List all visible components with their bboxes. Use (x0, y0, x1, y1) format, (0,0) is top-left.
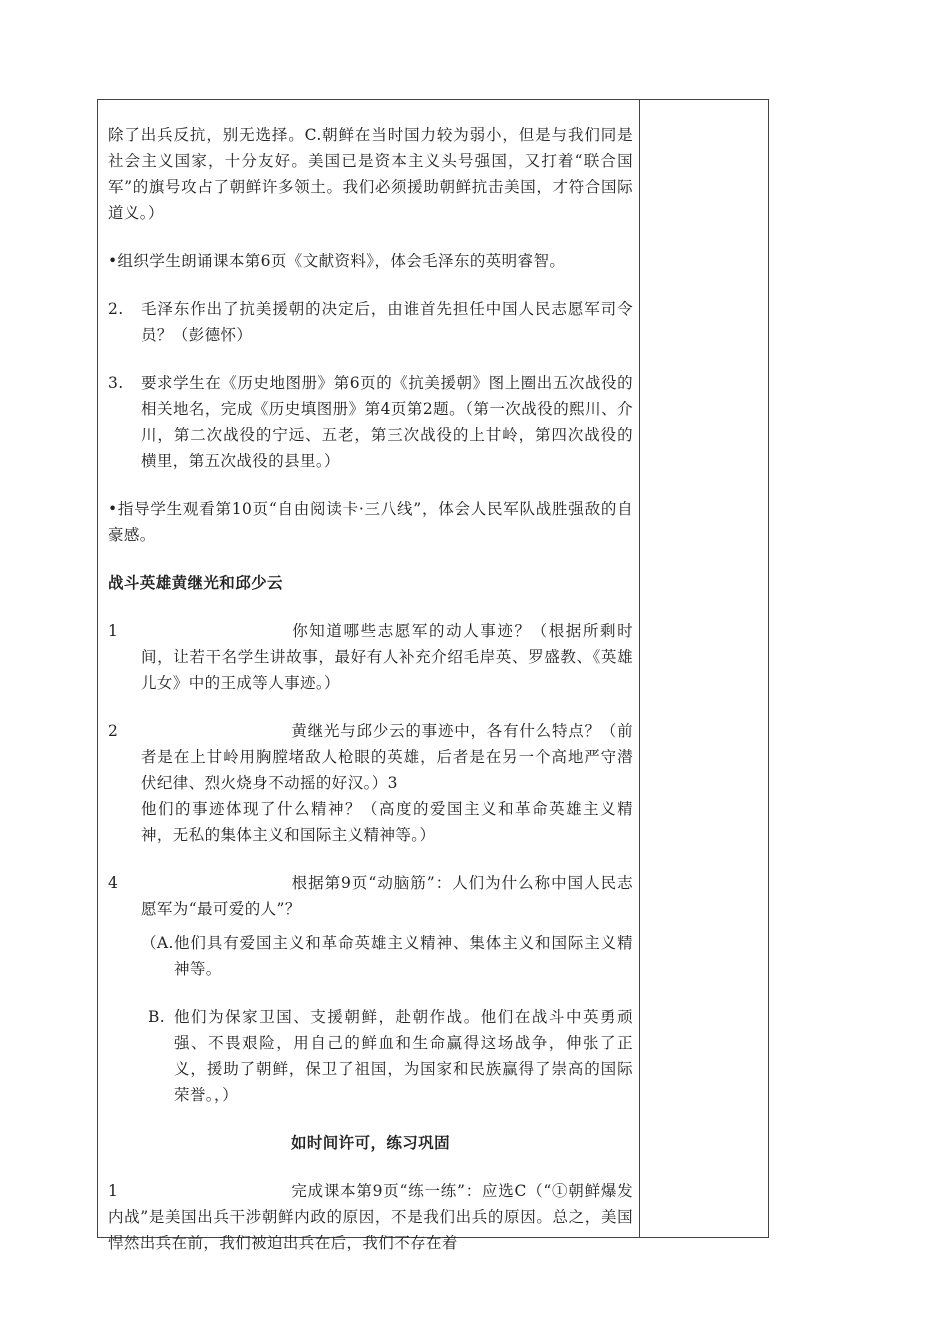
section-heading-practice: 如时间许可，练习巩固 (290, 1134, 450, 1152)
section-heading: 战斗英雄黄继光和邱少云 (108, 574, 283, 592)
answer-label: B. (148, 1008, 166, 1026)
paragraph-3: •指导学生观看第10页“自由阅读卡·三八线”，体会人民军队战胜强敌的自豪感。 (108, 500, 633, 544)
question-number: 4 (108, 874, 119, 892)
question-text: 你知道哪些志愿军的动人事迹？（根据所剩时间，让若干名学生讲故事，最好有人补充介绍毛岸英、罗盛教、《英雄儿女》中的王成等人事迹。） (141, 622, 633, 692)
list-item-text: 毛泽东作出了抗美援朝的决定后，由谁首先担任中国人民志愿军司令员？（彭德怀） (141, 300, 633, 344)
paragraph-2: •组织学生朗诵课本第6页《文献资料》，体会毛泽东的英明睿智。 (108, 252, 566, 270)
list-item-3 (108, 370, 633, 474)
list-item-2 (108, 296, 633, 348)
paragraph-1: 除了出兵反抗，别无选择。C.朝鲜在当时国力较为弱小，但是与我们同是社会主义国家，十分友好。美国已是资本主义头号强国，又打着“联合国军”的旗号攻占了朝鲜许多领土。我们必须援助朝鲜抗击美国，才符合国际道义。） (108, 126, 633, 222)
list-item-number: 3. (108, 374, 124, 392)
question-number: 2 (108, 722, 119, 740)
exercise-number: 1 (108, 1182, 119, 1200)
list-item-text: 要求学生在《历史地图册》第6页的《抗美援朝》图上圈出五次战役的相关地名，完成《历史填图册》第4页第2题。（第一次战役的熙川、介川，第二次战役的宁远、五老，第三次战役的上甘岭，第四次战役的横里，第五次战役的县里。） (141, 374, 633, 470)
answer-a (108, 930, 633, 982)
lesson-content (108, 122, 633, 1278)
question-text: 黄继光与邱少云的事迹中，各有什么特点？（前者是在上甘岭用胸膛堵敌人枪眼的英雄，后者是在另一个高地严守潜伏纪律、烈火烧身不动摇的好汉。）3 (141, 722, 633, 792)
question-number: 1 (108, 622, 119, 640)
column-divider (639, 100, 640, 1237)
question-3-text: 他们的事迹体现了什么精神？（高度的爱国主义和革命英雄主义精神，无私的集体主义和国际主义精神等。） (141, 800, 633, 844)
question-1 (108, 618, 633, 696)
answer-b (108, 1004, 633, 1108)
question-2 (108, 718, 633, 848)
question-text: 根据第9页“动脑筋”：人们为什么称中国人民志愿军为“最可爱的人”？ (141, 874, 633, 918)
answer-text: 他们为保家卫国、支援朝鲜，赴朝作战。他们在战斗中英勇顽强、不畏艰险，用自己的鲜血和生命赢得这场战争，伸张了正义，援助了朝鲜，保卫了祖国，为国家和民族赢得了崇高的国际荣誉。，） (174, 1008, 633, 1104)
question-4 (108, 870, 633, 922)
answer-text: 他们具有爱国主义和革命英雄主义精神、集体主义和国际主义精神等。 (174, 934, 633, 978)
answer-label: （A. (141, 934, 174, 952)
exercise-text: 完成课本第9页“练一练”：应选C（“①朝鲜爆发内战”是美国出兵干涉朝鲜内政的原因，不是我们出兵的原因。总之，美国悍然出兵在前，我们被迫出兵在后，我们不存在着 (108, 1182, 633, 1252)
list-item-number: 2. (108, 300, 124, 318)
lesson-table (97, 99, 769, 1252)
exercise-1 (108, 1178, 633, 1256)
